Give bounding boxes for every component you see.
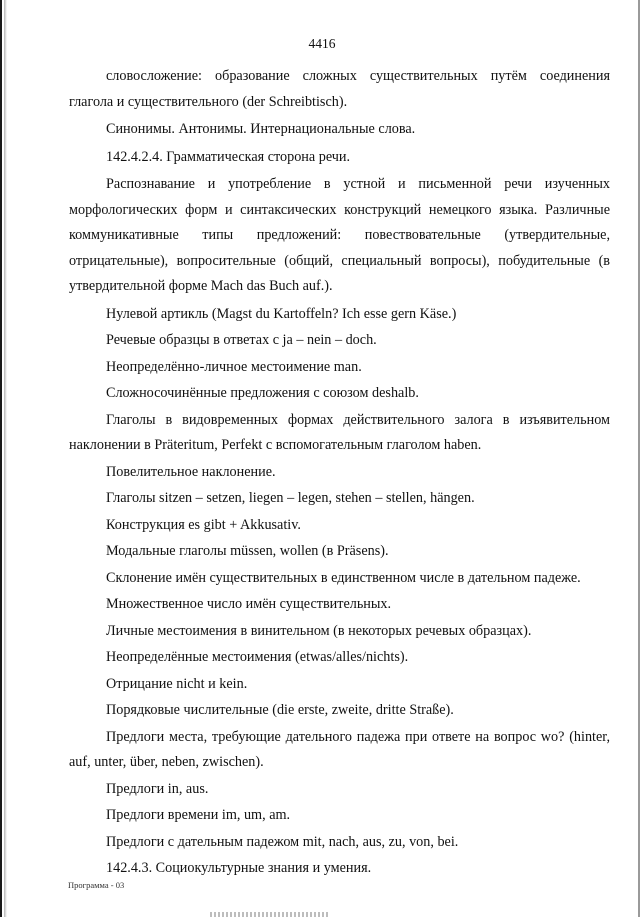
section-heading: 142.4.2.4. Грамматическая сторона речи.: [106, 148, 351, 165]
paragraph: Речевые образцы в ответах с ja – nein – doch.: [106, 332, 377, 348]
paragraph: Модальные глаголы müssen, wollen (в Präsens).: [106, 543, 389, 559]
paragraph: Порядковые числительные (die erste, zweite, dritte Straße).: [106, 702, 454, 718]
paragraph: Личные местоимения в винительном (в некоторых речевых образцах).: [106, 622, 532, 639]
paragraph: Неопределённые местоимения (etwas/alles/nichts).: [106, 649, 409, 665]
paragraph: Предлоги времени im, um, am.: [106, 807, 291, 823]
body-text: [69, 64, 610, 882]
paragraph: Неопределённо-личное местоимение man.: [106, 358, 362, 375]
scan-edge-shadow: [4, 0, 7, 917]
paragraph: Множественное число имён существительных.: [106, 596, 392, 612]
paragraph: словосложение: образование сложных существительных путём соединения глагола и существительного (der Schreibtisch).: [69, 68, 610, 110]
paragraph: Распознавание и употребление в устной и письменной речи изученных морфологических форм и синтаксических конструкций немецкого языка. Различные коммуникативные типы предложений: повествовательные (утвердительные, отрицательные), вопросительные (общий, специальный вопросы), побудительные (в утвердительной форме Mach das Buch auf.).: [69, 176, 610, 294]
paragraph: Конструкция es gibt + Akkusativ.: [106, 516, 301, 533]
paragraph: Глаголы в видовременных формах действительного залога в изъявительном наклонении в Präteritum, Perfekt с вспомогательным глаголом haben.: [69, 411, 610, 453]
paragraph: Склонение имён существительных в единственном числе в дательном падеже.: [106, 569, 581, 586]
paragraph: Предлоги места, требующие дательного падежа при ответе на вопрос wo? (hinter, auf, unter, über, neben, zwischen).: [69, 728, 610, 770]
paragraph: Отрицание nicht и kein.: [106, 675, 248, 692]
scan-artifact-stripe: [210, 912, 330, 917]
page-number: 4416: [308, 36, 336, 51]
paragraph: Предлоги с дательным падежом mit, nach, aus, zu, von, bei.: [106, 833, 459, 850]
footer-label: Программа - 03: [68, 880, 125, 890]
paragraph: Глаголы sitzen – setzen, liegen – legen, stehen – stellen, hängen.: [106, 490, 475, 506]
paragraph: Синонимы. Антонимы. Интернациональные слова.: [106, 121, 416, 137]
paragraph: Сложносочинённые предложения с союзом deshalb.: [106, 385, 419, 401]
paragraph: Повелительное наклонение.: [106, 463, 276, 480]
paragraph: Нулевой артикль (Magst du Kartoffeln? Ich esse gern Käse.): [106, 305, 457, 322]
paragraph: Предлоги in, aus.: [106, 780, 209, 797]
section-heading: 142.4.3. Социокультурные знания и умения.: [106, 860, 372, 876]
